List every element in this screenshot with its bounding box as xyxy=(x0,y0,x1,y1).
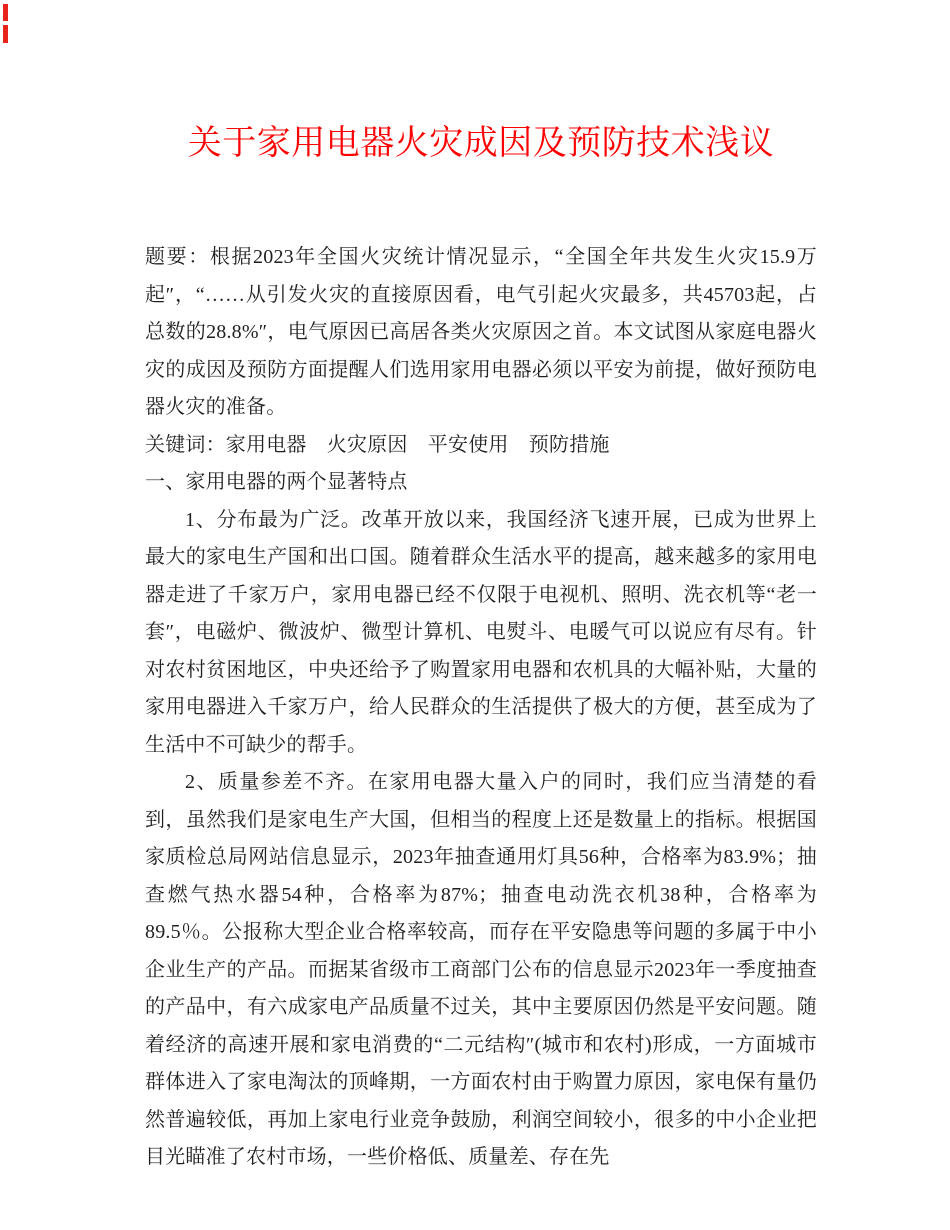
paragraph-point-1: 1、分布最为广泛。改革开放以来，我国经济飞速开展，已成为世界上最大的家电生产国和出口国。随着群众生活水平的提高，越来越多的家用电器走进了千家万户，家用电器已经不仅限于电视机、照明、洗衣机等“老一套″，电磁炉、微波炉、微型计算机、电熨斗、电暖气可以说应有尽有。针对农村贫困地区，中央还给予了购置家用电器和农机具的大幅补贴，大量的家用电器进入千家万户，给人民群众的生活提供了极大的方便，甚至成为了生活中不可缺少的帮手。 xyxy=(145,508,817,756)
section-heading-1: 一、家用电器的两个显著特点 xyxy=(145,471,408,493)
keywords-line: 关键词：家用电器 火灾原因 平安使用 预防措施 xyxy=(145,433,610,456)
red-corner-mark-icon xyxy=(3,25,8,43)
abstract-paragraph: 题要：根据2023年全国火灾统计情况显示，“全国全年共发生火灾15.9万起″，“……从引发火灾的直接原因看，电气引起火灾最多，共45703起，占总数的28.8%″，电气原因已高居各类火灾原因之首。本文试图从家庭电器火灾的成因及预防方面提醒人们选用家用电器必须以平安为前提，做好预防电器火灾的准备。 xyxy=(145,246,817,418)
document-title: 关于家用电器火灾成因及预防技术浅议 xyxy=(187,125,775,162)
red-corner-mark-icon xyxy=(3,4,8,21)
document-text xyxy=(145,239,817,1177)
paragraph-point-2: 2、质量参差不齐。在家用电器大量入户的同时，我们应当清楚的看到，虽然我们是家电生产大国，但相当的程度上还是数量上的指标。根据国家质检总局网站信息显示，2023年抽查通用灯具56种，合格率为83.9%；抽查燃气热水器54种，合格率为87%；抽查电动洗衣机38种，合格率为89.5％。公报称大型企业合格率较高，而存在平安隐患等问题的多属于中小企业生产的产品。而据某省级市工商部门公布的信息显示2023年一季度抽查的产品中，有六成家电产品质量不过关，其中主要原因仍然是平安问题。随着经济的高速开展和家电消费的“二元结构″(城市和农村)形成，一方面城市群体进入了家电淘汰的顶峰期，一方面农村由于购置力原因，家电保有量仍然普遍较低，再加上家电行业竞争鼓励，利润空间较小，很多的中小企业把目光瞄准了农村市场，一些价格低、质量差、存在先 xyxy=(145,771,817,1168)
